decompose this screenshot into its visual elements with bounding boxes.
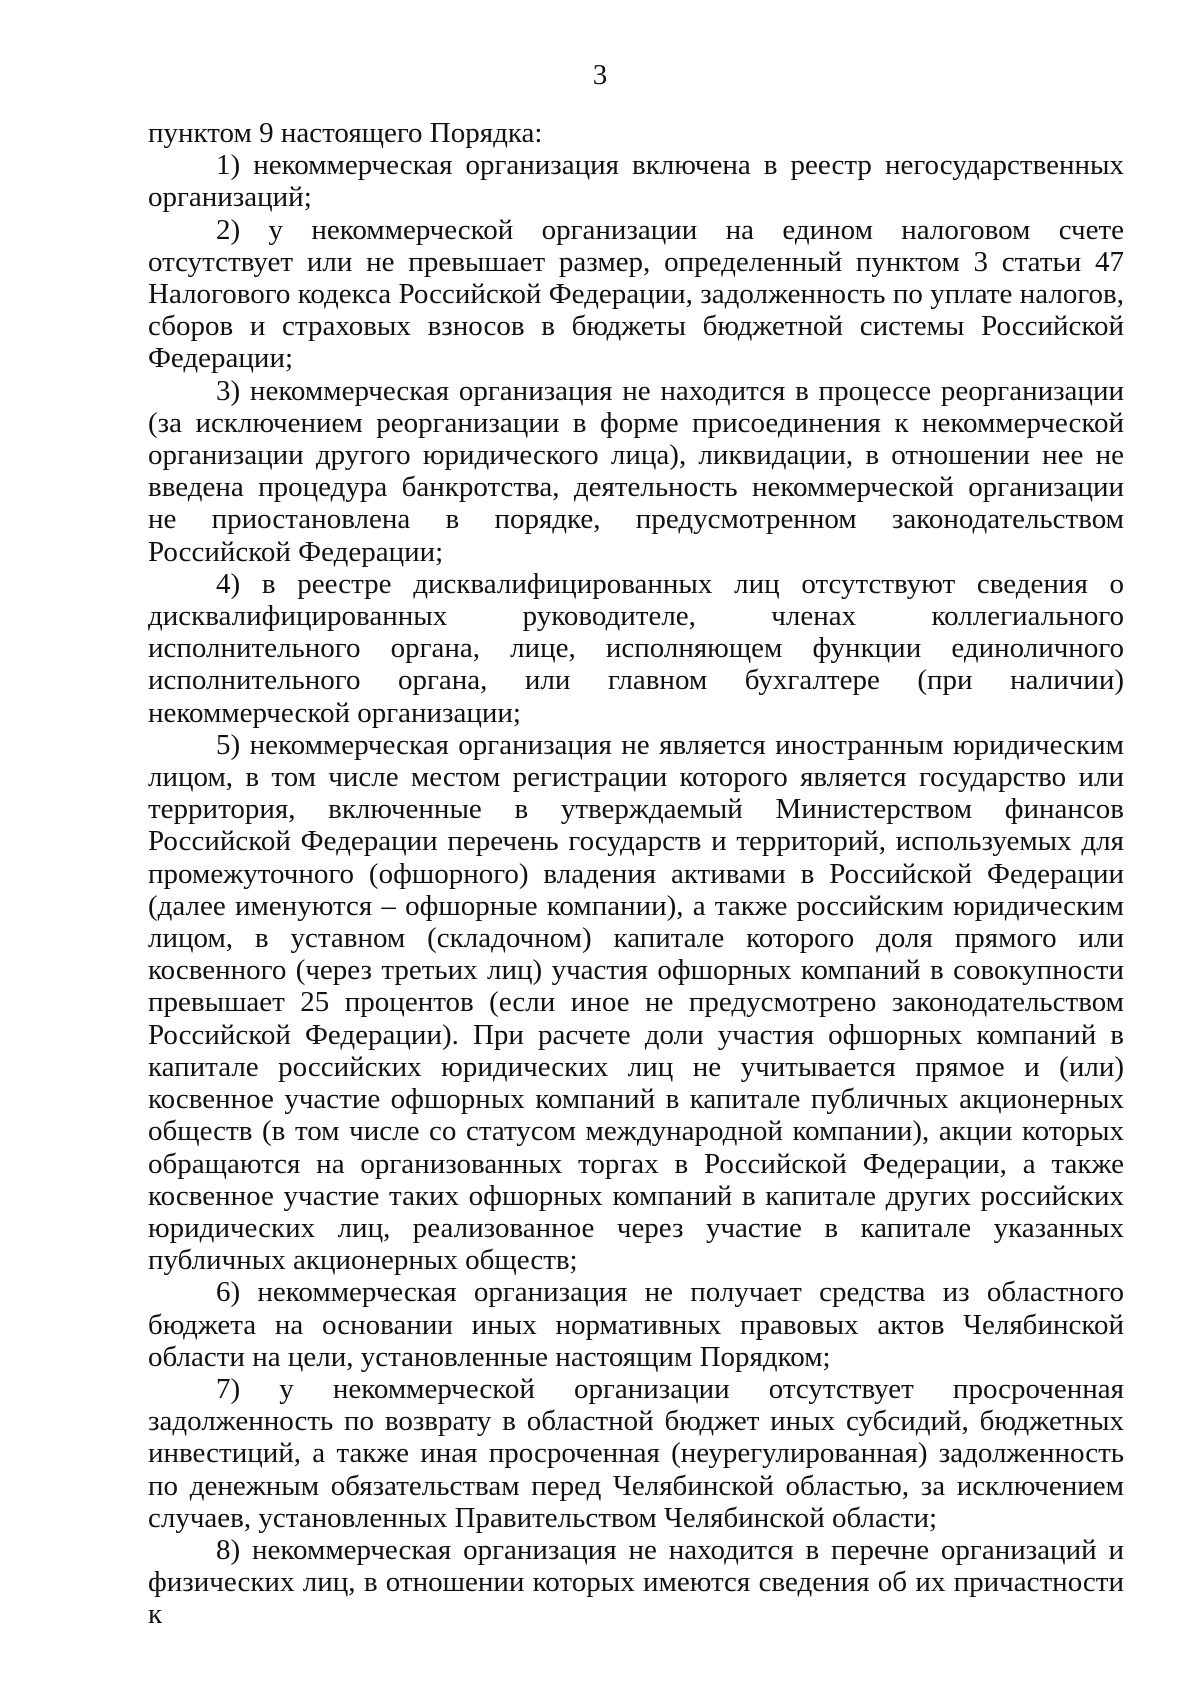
paragraph-item-2: 2) у некоммерческой организации на едином налоговом счете отсутствует или не превышает размер, определенный пунктом 3 статьи 47 Налогового кодекса Российской Федерации, задолженность по уплате налогов, сборов и страховых взносов в бюджеты бюджетной системы Российской Федерации;: [148, 213, 1124, 375]
document-body: [148, 117, 1124, 1631]
paragraph-item-1: 1) некоммерческая организация включена в реестр негосударственных организаций;: [148, 149, 1124, 214]
paragraph-item-5: 5) некоммерческая организация не является иностранным юридическим лицом, в том числе местом регистрации которого является государство или территория, включенные в утверждаемый Министерством финансов Российской Федерации перечень государств и территорий, используемых для промежуточного (офшорного) владения активами в Российской Федерации (далее именуются – офшорные компании), а также российским юридическим лицом, в уставном (складочном) капитале которого доля прямого или косвенного (через третьих лиц) участия офшорных компаний в совокупности превышает 25 процентов (если иное не предусмотрено законодательством Российской Федерации). При расчете доли участия офшорных компаний в капитале российских юридических лиц не учитывается прямое и (или) косвенное участие офшорных компаний в капитале публичных акционерных обществ (в том числе со статусом международной компании), акции которых обращаются на организованных торгах в Российской Федерации, а также косвенное участие таких офшорных компаний в капитале других российских юридических лиц, реализованное через участие в капитале указанных публичных акционерных обществ;: [148, 728, 1124, 1277]
paragraph-item-6: 6) некоммерческая организация не получает средства из областного бюджета на основании иных нормативных правовых актов Челябинской области на цели, установленные настоящим Порядком;: [148, 1276, 1124, 1373]
paragraph-item-8: 8) некоммерческая организация не находится в перечне организаций и физических лиц, в отношении которых имеются сведения об их причастности к: [148, 1533, 1124, 1631]
paragraph-intro: пунктом 9 настоящего Порядка:: [148, 117, 543, 149]
paragraph-item-3: 3) некоммерческая организация не находится в процессе реорганизации (за исключением реорганизации в форме присоединения к некоммерческой организации другого юридического лица), ликвидации, в отношении нее не введена процедура банкротства, деятельность некоммерческой организации не приостановлена в порядке, предусмотренном законодательством Российской Федерации;: [148, 374, 1124, 568]
paragraph-item-7: 7) у некоммерческой организации отсутствует просроченная задолженность по возврату в областной бюджет иных субсидий, бюджетных инвестиций, а также иная просроченная (неурегулированная) задолженность по денежным обязательствам перед Челябинской областью, за исключением случаев, установленных Правительством Челябинской области;: [148, 1372, 1124, 1534]
paragraph-item-4: 4) в реестре дисквалифицированных лиц отсутствуют сведения о дисквалифицированных руководителе, членах коллегиального исполнительного органа, лице, исполняющем функции единоличного исполнительного органа, или главном бухгалтере (при наличии) некоммерческой организации;: [148, 567, 1124, 729]
page-number: 3: [592, 59, 608, 91]
